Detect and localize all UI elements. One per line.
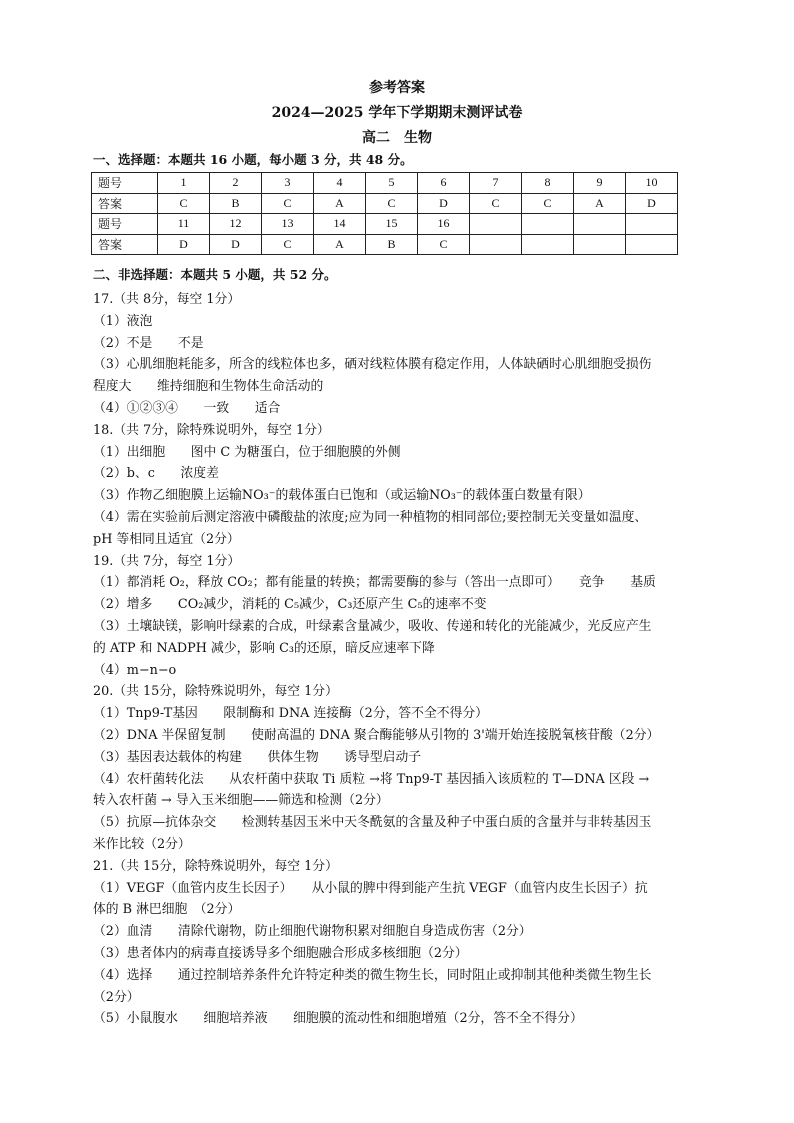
- table-cell: 14: [314, 214, 366, 235]
- answer-line: 20.（共 15分，除特殊说明外，每空 1分）: [93, 684, 338, 700]
- table-cell: 1: [158, 173, 210, 194]
- table-cell: 3: [262, 173, 314, 194]
- table-cell: D: [158, 234, 210, 255]
- answer-line: 19.（共 7分，每空 1分）: [93, 553, 241, 569]
- answer-line: （1）出细胞 图中 C 为糖蛋白，位于细胞膜的外侧: [93, 444, 401, 460]
- table-cell: 8: [522, 173, 574, 194]
- answer-line: （2分）: [93, 989, 140, 1005]
- table-cell: D: [418, 193, 470, 214]
- table-cell: 6: [418, 173, 470, 194]
- table-cell: 11: [158, 214, 210, 235]
- answer-line: （5）抗原—抗体杂交 检测转基因玉米中天冬酰氨的含量及种子中蛋白质的含量并与非转基因玉: [93, 815, 652, 831]
- table-cell: C: [262, 234, 314, 255]
- table-cell: 2: [210, 173, 262, 194]
- table-cell: C: [470, 193, 522, 214]
- table-cell: A: [314, 234, 366, 255]
- table-cell: 15: [366, 214, 418, 235]
- section2-title: 二、非选择题：本题共 5 小题，共 52 分。: [93, 267, 337, 282]
- table-cell: 12: [210, 214, 262, 235]
- answer-table: [91, 172, 678, 255]
- answer-line: 18.（共 7分，除特殊说明外，每空 1分）: [93, 422, 330, 438]
- answer-line: （4）选择 通过控制培养条件允许特定种类的微生物生长，同时阻止或抑制其他种类微生物生长: [93, 967, 652, 983]
- table-cell: [574, 214, 626, 235]
- answer-line: （2）不是 不是: [93, 335, 204, 351]
- table-cell: [626, 234, 678, 255]
- answer-line: （3）作物乙细胞膜上运输NO₃⁻的载体蛋白已饱和（或运输NO₃⁻的载体蛋白数量有限）: [93, 488, 591, 504]
- table-row: [92, 214, 678, 235]
- answer-line: 17.（共 8分，每空 1分）: [93, 292, 241, 307]
- table-row: [92, 173, 678, 194]
- table-cell: 16: [418, 214, 470, 235]
- subject-title: 高二 生物: [362, 130, 432, 146]
- answer-line: 米作比较（2分）: [93, 836, 191, 852]
- answer-line: （3）患者体内的病毒直接诱导多个细胞融合形成多核细胞（2分）: [93, 945, 468, 961]
- row-label: 答案: [92, 234, 158, 255]
- table-cell: [522, 214, 574, 235]
- table-cell: [522, 234, 574, 255]
- answer-line: 程度大 维持细胞和生物体生命活动的: [93, 379, 324, 395]
- answer-line: （4）①②③④ 一致 适合: [93, 400, 281, 416]
- answer-line: 转入农杆菌 → 导入玉米细胞——筛选和检测（2分）: [93, 793, 389, 809]
- answer-body: [93, 289, 703, 1030]
- answer-line: （2）b、c 浓度差: [93, 466, 219, 482]
- table-cell: B: [210, 193, 262, 214]
- table-row: [92, 234, 678, 255]
- table-cell: 7: [470, 173, 522, 194]
- table-cell: D: [626, 193, 678, 214]
- answer-line: （1）都消耗 O₂，释放 CO₂；都有能量的转换；都需要酶的参与（答出一点即可） 竞争 基质: [93, 575, 656, 591]
- table-cell: C: [418, 234, 470, 255]
- table-cell: [470, 234, 522, 255]
- table-cell: D: [210, 234, 262, 255]
- table-cell: 13: [262, 214, 314, 235]
- answer-line: 的 ATP 和 NADPH 减少，影响 C₃的还原，暗反应速率下降: [93, 640, 435, 656]
- table-cell: C: [366, 193, 418, 214]
- answer-line: （2）DNA 半保留复制 使耐高温的 DNA 聚合酶能够从引物的 3'端开始连接脱氧核苷酸（2分）: [93, 727, 660, 743]
- answer-line: pH 等相同且适宜（2分）: [93, 531, 240, 547]
- answer-line: （4）m−n−o: [93, 662, 177, 678]
- section1-title: 一、选择题：本题共 16 小题，每小题 3 分，共 48 分。: [93, 152, 413, 167]
- header: [0, 76, 794, 151]
- table-cell: A: [574, 193, 626, 214]
- answer-line: 21.（共 15分，除特殊说明外，每空 1分）: [93, 858, 338, 874]
- answer-line: （1）VEGF（血管内皮生长因子） 从小鼠的脾中得到能产生抗 VEGF（血管内皮生长因子）抗: [93, 880, 648, 896]
- answer-line: （3）心肌细胞耗能多，所含的线粒体也多，硒对线粒体膜有稳定作用，人体缺硒时心肌细胞受损伤: [93, 357, 652, 373]
- exam-title: 2024—2025 学年下学期期末测评试卷: [271, 105, 523, 121]
- answer-line: （1）Tnp9-T基因 限制酶和 DNA 连接酶（2分，答不全不得分）: [93, 706, 488, 722]
- answer-line: （4）需在实验前后测定溶液中磷酸盐的浓度;应为同一种植物的相同部位;要控制无关变量如温度、: [93, 509, 648, 525]
- table-cell: 10: [626, 173, 678, 194]
- answer-line: （3）土壤缺镁，影响叶绿素的合成，叶绿素含量减少，吸收、传递和转化的光能减少，光反应产生: [93, 618, 652, 634]
- header-title: 参考答案: [369, 80, 425, 96]
- row-label: 答案: [92, 193, 158, 214]
- table-cell: C: [262, 193, 314, 214]
- table-cell: [470, 214, 522, 235]
- row-label: 题号: [92, 214, 158, 235]
- answer-line: （5）小鼠腹水 细胞培养液 细胞膜的流动性和细胞增殖（2分，答不全不得分）: [93, 1011, 583, 1027]
- answer-line: （2）增多 CO₂减少，消耗的 C₅减少，C₃还原产生 C₅的速率不变: [93, 597, 487, 613]
- table-cell: 4: [314, 173, 366, 194]
- table-cell: C: [522, 193, 574, 214]
- answer-line: （1）液泡: [93, 313, 153, 329]
- answer-line: （4）农杆菌转化法 从农杆菌中获取 Ti 质粒 →将 Tnp9-T 基因插入该质粒的 T—DNA 区段 →: [93, 771, 650, 787]
- row-label: 题号: [92, 173, 158, 194]
- answer-line: （3）基因表达载体的构建 供体生物 诱导型启动子: [93, 749, 422, 765]
- table-cell: [626, 214, 678, 235]
- table-row: [92, 193, 678, 214]
- answer-line: 体的 B 淋巴细胞 （2分）: [93, 902, 241, 918]
- table-cell: 5: [366, 173, 418, 194]
- table-cell: C: [158, 193, 210, 214]
- table-cell: 9: [574, 173, 626, 194]
- answer-line: （2）血清 清除代谢物，防止细胞代谢物积累对细胞自身造成伤害（2分）: [93, 924, 532, 940]
- table-cell: [574, 234, 626, 255]
- table-cell: A: [314, 193, 366, 214]
- table-cell: B: [366, 234, 418, 255]
